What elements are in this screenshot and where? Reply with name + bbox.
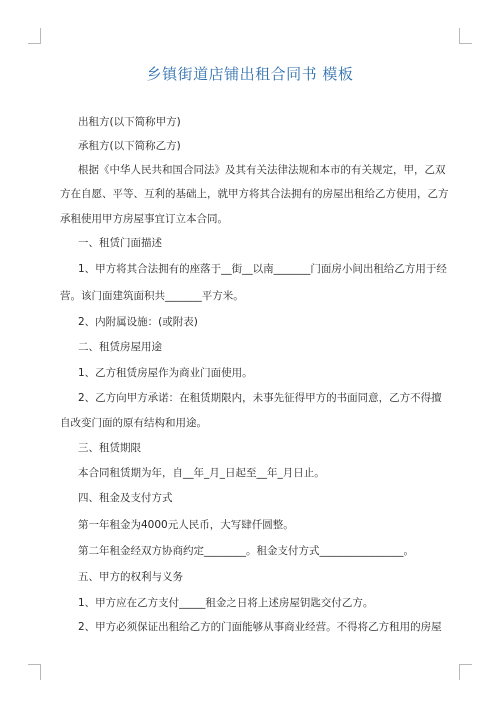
document-title: 乡镇街道店铺出租合同书 模板 xyxy=(146,65,354,83)
lessee-line: 承租方(以下简称乙方) xyxy=(78,140,181,152)
section-heading-1: 一、租赁门面描述 xyxy=(78,237,162,249)
lease-term-line: 本合同租赁期为年，自__年_月_日起至__年_月日止。 xyxy=(78,467,325,479)
preamble-line-1: 根据《中华人民共和国合同法》及其有关法律法规和本市的有关规定，甲，乙双 xyxy=(78,164,446,176)
preamble-line-2: 方在自愿、平等、互利的基础上，就甲方将其合法拥有的房屋出租给乙方使用，乙方 xyxy=(60,188,449,200)
clause-5-1: 1、甲方应在乙方支付_____租金之日将上述房屋钥匙交付乙方。 xyxy=(78,597,374,609)
first-year-rent-line: 第一年租金为4000元人民币，大写肆仟圆整。 xyxy=(78,519,294,531)
preamble-line-3: 承租使用甲方房屋事宜订立本合同。 xyxy=(60,213,228,225)
clause-2-2-line-2: 自改变门面的原有结构和用途。 xyxy=(60,417,207,429)
second-year-rent-line: 第二年租金经双方协商约定________。租金支付方式________________。 xyxy=(78,545,414,557)
section-heading-4: 四、租金及支付方式 xyxy=(78,492,173,504)
clause-1-1-line-1: 1、甲方将其合法拥有的座落于__街__以南_______门面房小间出租给乙方用于经 xyxy=(78,263,447,275)
clause-2-1: 1、乙方租赁房屋作为商业门面使用。 xyxy=(78,367,253,379)
section-heading-5: 五、甲方的权利与义务 xyxy=(78,571,183,583)
clause-1-1-line-2: 营。该门面建筑面积共_______平方米。 xyxy=(60,290,244,302)
section-heading-2: 二、租赁房屋用途 xyxy=(78,341,162,353)
lessor-line: 出租方(以下简称甲方) xyxy=(78,116,181,128)
section-heading-3: 三、租赁期限 xyxy=(78,442,141,454)
clause-1-2: 2、内附属设施：(或附表) xyxy=(78,316,198,328)
clause-2-2-line-1: 2、乙方向甲方承诺：在租赁期限内，未事先征得甲方的书面同意，乙方不得擅 xyxy=(78,392,442,404)
clause-5-2-line-1: 2、甲方必须保证出租给乙方的门面能够从事商业经营。不得将乙方租用的房屋 xyxy=(78,621,442,633)
